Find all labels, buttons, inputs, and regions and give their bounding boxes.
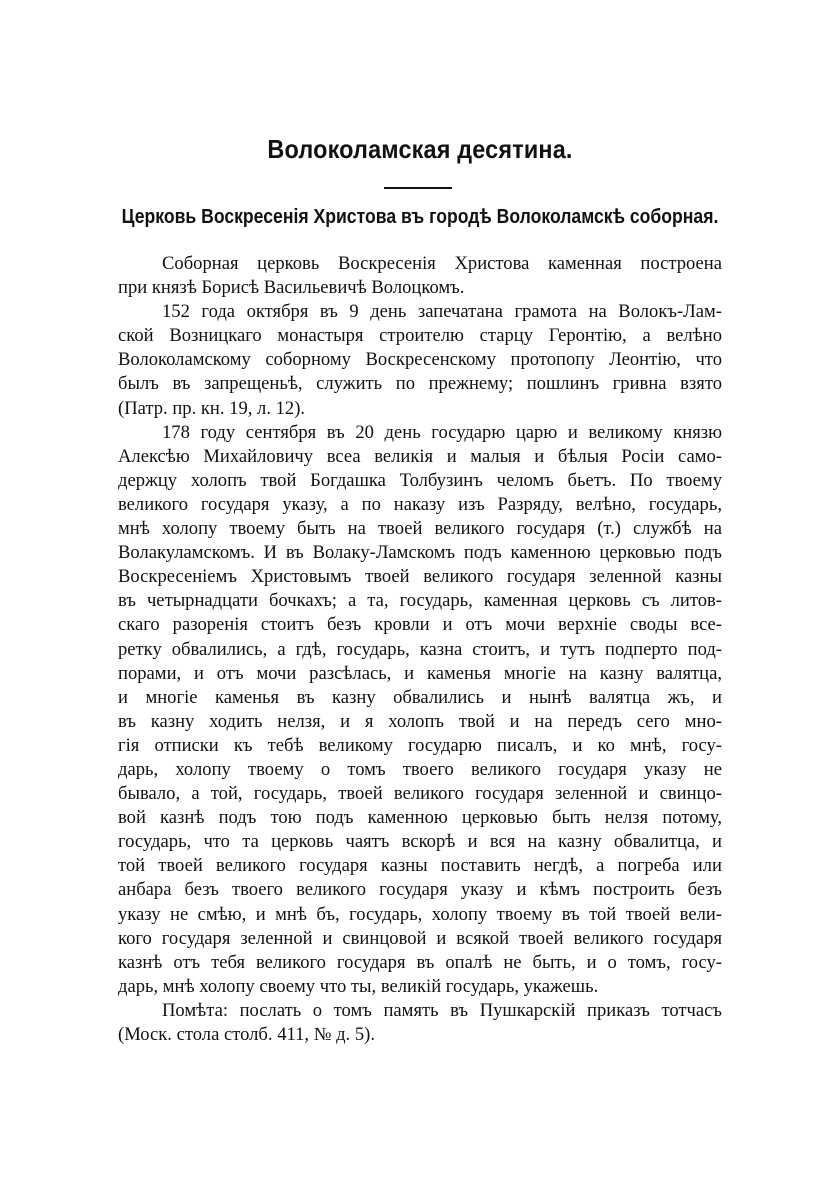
text-line: Волоколамскому соборному Воскресенскому протопопу Леонтію, что — [118, 349, 722, 371]
text-line: Волакуламскомъ. И въ Волаку-Ламскомъ подъ каменною церковью подъ — [118, 542, 722, 564]
text-line: мнѣ холопу твоему быть на твоей великого государя (т.) службѣ на — [118, 518, 722, 540]
text-line: скаго разоренія стоитъ безъ кровли и отъ мочи верхніе своды все- — [118, 614, 722, 636]
text-line: при князѣ Борисѣ Васильевичѣ Волоцкомъ. — [118, 277, 465, 299]
text-line: великого государя указу, а по наказу изъ Разряду, велѣно, государь, — [118, 493, 722, 515]
text-line: ретку обвалились, а гдѣ, государь, казна стоитъ, и тутъ подперто под- — [118, 638, 722, 660]
text-line: былъ въ запрещеньѣ, служить по прежнему; пошлинъ гривна взято — [118, 373, 722, 395]
text-line: и многіе каменья въ казну обвалились и нынѣ валятца жъ, и — [118, 686, 722, 708]
text-line: вой казнѣ подъ тою подъ каменною церковью быть нелзя потому, — [118, 807, 722, 829]
text-line: держцу холопъ твой Богдашка Толбузинъ челомъ бьетъ. По твоему — [118, 469, 722, 491]
text-line: въ казну ходить нелзя, и я холопъ твой и на передъ сего мно- — [118, 710, 722, 732]
text-line: (Моск. стола столб. 411, № д. 5). — [118, 1024, 375, 1045]
text-line: Алексѣю Михайловичу всеа великія и малыя и бѣлыя Росіи само- — [118, 445, 722, 467]
text-line: указу не смѣю, и мнѣ бъ, государь, холопу твоему въ той твоей вели- — [118, 903, 722, 925]
text-line: кого государя зеленной и свинцовой и всякой твоей великого государя — [118, 927, 722, 949]
text-line: Воскресеніемъ Христовымъ твоей великого государя зеленной казны — [118, 566, 722, 588]
text-line: дарь, холопу твоему о томъ твоего великого государя указу не — [118, 758, 722, 780]
text-line: той твоей великого государя казны поставить негдѣ, а погреба или — [118, 855, 722, 877]
text-line: анбара безъ твоего великого государя указу и кѣмъ построить безъ — [118, 879, 722, 901]
body-text — [118, 252, 722, 1047]
text-line: Соборная церковь Воскресенія Христова каменная построена — [162, 253, 722, 274]
text-line: ской Возницкаго монастыря строителю старцу Геронтію, а велѣно — [118, 325, 722, 347]
text-line: гія отписки къ тебѣ великому государю писалъ, и ко мнѣ, госу- — [118, 734, 722, 756]
text-line: въ четырнадцати бочкахъ; а та, государь, каменная церковь съ литов- — [118, 590, 722, 612]
text-line: казнѣ отъ тебя великого государя въ опалѣ не быть, и о томъ, госу- — [118, 951, 722, 973]
text-line: (Патр. пр. кн. 19, л. 12). — [118, 397, 306, 419]
title-divider — [384, 187, 452, 189]
page-title: Волоколамская десятина. — [267, 134, 573, 164]
section-heading: Церковь Воскресенія Христова въ городѣ Волоколамскѣ соборная. — [121, 206, 719, 228]
text-line: порами, и отъ мочи разсѣлась, и каменья многіе на казну валятца, — [118, 662, 722, 684]
text-line: государь, что та церковь чаятъ вскорѣ и вся на казну обвалитца, и — [118, 831, 722, 853]
text-line: бывало, а той, государь, твоей великого государя зеленной и свинцо- — [118, 783, 722, 805]
text-line: 178 году сентября въ 20 день государю царю и великому князю — [162, 421, 722, 443]
text-line: дарь, мнѣ холопу своему что ты, великій государь, укажешь. — [118, 975, 599, 997]
text-line: 152 года октября въ 9 день запечатана грамота на Волокъ-Лам- — [162, 301, 722, 323]
text-line: Помѣта: послать о томъ память въ Пушкарскій приказъ тотчасъ — [162, 999, 722, 1021]
